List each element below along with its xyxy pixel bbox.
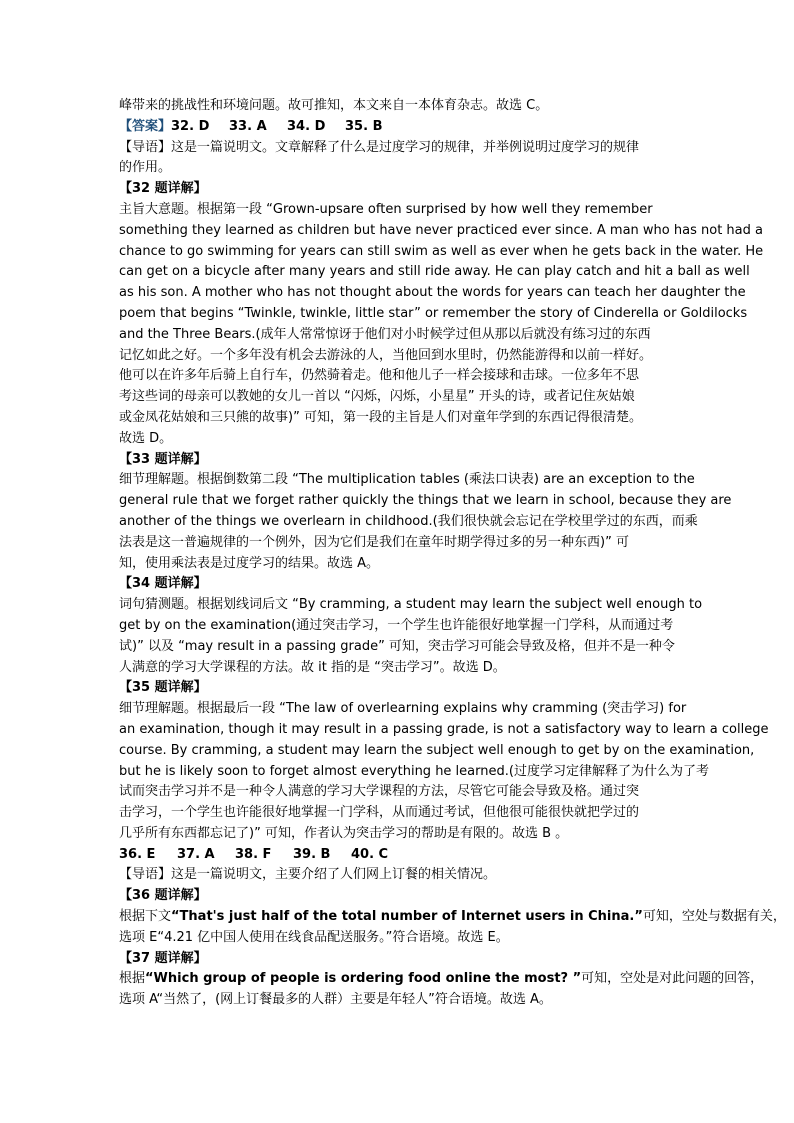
answer-item: 36. E — [119, 846, 156, 862]
text-line: 词句猜测题。根据划线词后文 “By cramming, a student may learn the subject well enough to — [119, 597, 703, 613]
answer-item: 35. B — [345, 118, 383, 134]
text-line: as his son. A mother who has not thought about the words for years can teach her daughter the — [119, 285, 746, 301]
section-heading: 【37 题详解】 — [119, 950, 207, 966]
text-line — [119, 969, 764, 990]
text-line: 的作用。 — [119, 160, 172, 176]
section-heading: 【32 题详解】 — [119, 181, 207, 197]
answer-item: 37. A — [177, 846, 215, 862]
text-line: 峰带来的挑战性和环境问题。故可推知，本文来自一本体育杂志。故选 C。 — [119, 98, 549, 113]
text-segment: “Which group of people is ordering food online the most? ” — [145, 971, 582, 987]
text-segment: 可知，空处是对此问题的回答， — [581, 971, 764, 987]
answer-item: 33. A — [229, 118, 267, 134]
text-line: 主旨大意题。根据第一段 “Grown-upsare often surprised by how well they remember — [119, 201, 653, 217]
section-heading: 【36 题详解】 — [119, 888, 207, 904]
answer-item: 38. F — [235, 846, 272, 862]
text-line: 他可以在许多年后骑上自行车，仍然骑着走。他和他儿子一样会接球和击球。一位多年不思 — [119, 368, 640, 384]
text-line: an examination, though it may result in a passing grade, is not a satisfactory way to learn a college — [119, 721, 769, 737]
text-line: 几乎所有东西都忘记了)” 可知，作者认为突击学习的帮助是有限的。故选 B 。 — [119, 825, 569, 841]
text-line: 试而突击学习并不是一种令人满意的学习大学课程的方法，尽管它可能会导致及格。通过突 — [119, 784, 640, 800]
text-segment: 根据下文 — [119, 909, 172, 925]
section-heading: 【34 题详解】 — [119, 576, 207, 592]
answer-line — [119, 117, 679, 138]
text-line: 人满意的学习大学课程的方法。故 it 指的是 “突击学习”。故选 D。 — [119, 659, 506, 675]
answer-tag: 【答案】 — [119, 118, 172, 134]
text-line — [119, 907, 786, 928]
text-line: 知，使用乘法表是过度学习的结果。故选 A。 — [119, 555, 380, 571]
text-line: general rule that we forget rather quickly the things that we learn in school, because they are — [119, 493, 732, 509]
text-segment: 根据 — [119, 971, 146, 987]
answer-item: 40. C — [351, 846, 389, 862]
text-line: get by on the examination(通过突击学习，一个学生也许能很好地掌握一门学科，从而通过考 — [119, 617, 674, 633]
text-line: 试)” 以及 “may result in a passing grade” 可知，突击学习可能会导致及格，但并不是一种令 — [119, 638, 675, 654]
document-page — [119, 96, 786, 1011]
text-line: 细节理解题。根据最后一段 “The law of overlearning explains why cramming (突击学习) for — [119, 701, 687, 717]
answer-item: 34. D — [287, 118, 326, 134]
text-line: 击学习，一个学生也许能很好地掌握一门学科，从而通过考试，但他很可能很快就把学过的 — [119, 805, 640, 821]
text-line: something they learned as children but have never practiced ever since. A man who has not had a — [119, 222, 763, 238]
text-line: chance to go swimming for years can still swim as well as ever when he gets back in the water. He — [119, 243, 764, 259]
text-line: 选项 E“4.21 亿中国人使用在线食品配送服务。”符合语境。故选 E。 — [119, 929, 509, 945]
text-line: 或金凤花姑娘和三只熊的故事)” 可知，第一段的主旨是人们对童年学到的东西记得很清楚。 — [119, 409, 642, 425]
text-segment: “That's just half of the total number of Internet users in China.” — [171, 909, 643, 925]
text-segment: 可知，空处与数据有关， — [642, 909, 786, 925]
text-line: course. By cramming, a student may learn the subject well enough to get by on the examination, — [119, 742, 755, 758]
text-line: 记忆如此之好。一个多年没有机会去游泳的人，当他回到水里时，仍然能游得和以前一样好。 — [119, 347, 653, 363]
text-line: another of the things we overlearn in childhood.(我们很快就会忘记在学校里学过的东西，而乘 — [119, 513, 698, 529]
text-line: 选项 A“当然了，(网上订餐最多的人群）主要是年轻人”符合语境。故选 A。 — [119, 992, 552, 1008]
text-line: 考这些词的母亲可以教她的女儿一首以 “闪烁，闪烁，小星星” 开头的诗，或者记住灰姑娘 — [119, 389, 635, 405]
text-line: 法表是这一普遍规律的一个例外，因为它们是我们在童年时期学得过多的另一种东西)” 可 — [119, 534, 629, 550]
text-line: can get on a bicycle after many years and still ride away. He can play catch and hit a ball as well — [119, 264, 750, 280]
text-line: 细节理解题。根据倒数第二段 “The multiplication tables (乘法口诀表) are an exception to the — [119, 472, 695, 488]
answer-item: 39. B — [293, 846, 331, 862]
text-line: 故选 D。 — [119, 430, 173, 446]
text-line: 【导语】这是一篇说明文，主要介绍了人们网上订餐的相关情况。 — [119, 867, 497, 883]
section-heading: 【33 题详解】 — [119, 451, 207, 467]
text-line: 【导语】这是一篇说明文。文章解释了什么是过度学习的规律，并举例说明过度学习的规律 — [119, 139, 640, 155]
text-line: but he is likely soon to forget almost everything he learned.(过度学习定律解释了为什么为了考 — [119, 763, 709, 779]
answer-item: 32. D — [171, 118, 210, 134]
answer-line — [119, 845, 679, 866]
text-line: and the Three Bears.(成年人常常惊讶于他们对小时候学过但从那以后就没有练习过的东西 — [119, 326, 651, 342]
section-heading: 【35 题详解】 — [119, 680, 207, 696]
text-line: poem that begins “Twinkle, twinkle, little star” or remember the story of Cinderella or Goldilocks — [119, 305, 748, 321]
